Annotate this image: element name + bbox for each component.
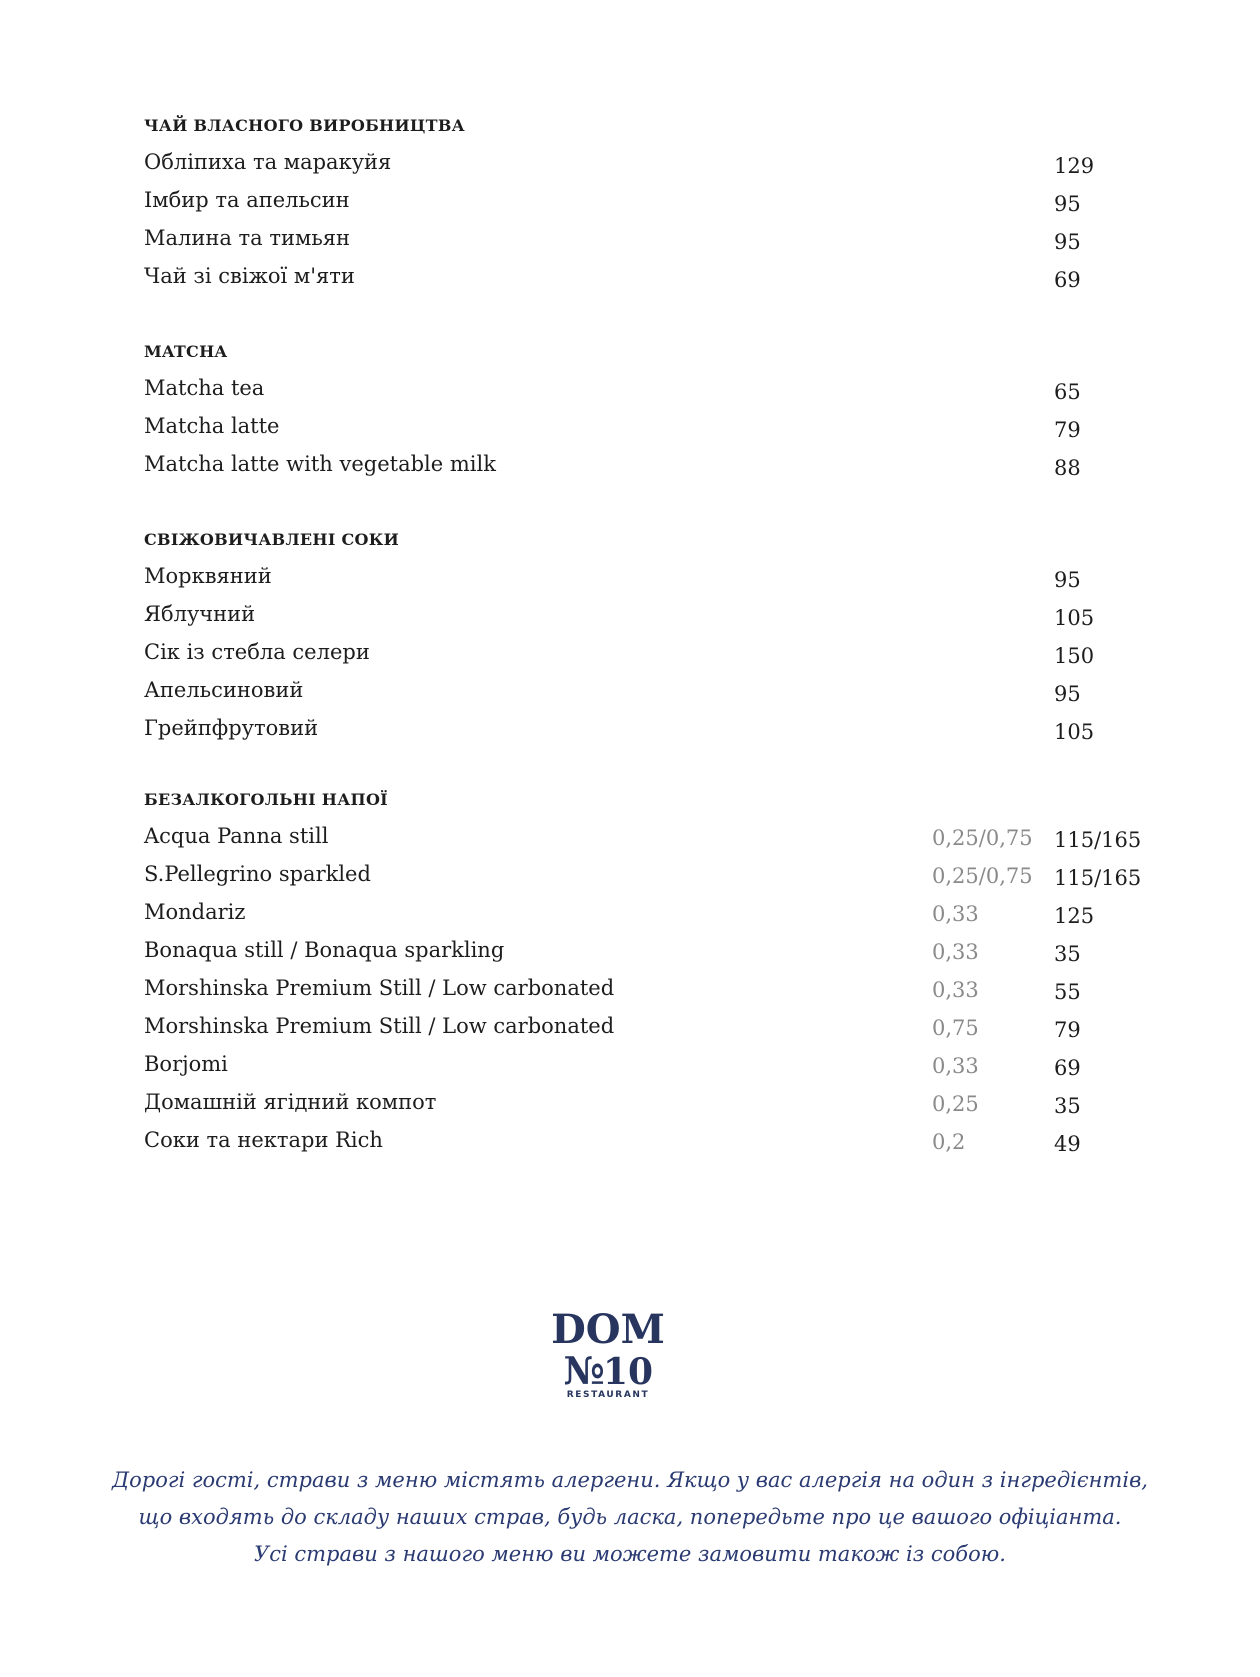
item-name: Апельсиновий xyxy=(144,678,304,702)
item-name: Matcha latte with vegetable milk xyxy=(144,452,496,476)
logo-number: 10 xyxy=(602,1351,654,1393)
item-price: 95 xyxy=(1054,230,1081,254)
item-name: Matcha latte xyxy=(144,414,280,438)
section-title: MATCHA xyxy=(144,342,228,361)
item-price: 69 xyxy=(1054,1056,1081,1080)
item-volume: 0,2 xyxy=(932,1130,966,1154)
menu-item xyxy=(144,675,1144,713)
notice-line: Дорогі гості, страви з меню містять алергени. Якщо у вас алергія на один з інгредієнтів, xyxy=(112,1468,1148,1492)
item-volume: 0,25 xyxy=(932,1092,979,1116)
item-price: 88 xyxy=(1054,456,1081,480)
section-soft-drinks xyxy=(144,787,1144,1163)
menu-item xyxy=(144,713,1144,751)
item-name: Чай зі свіжої м'яти xyxy=(144,264,355,288)
item-volume: 0,33 xyxy=(932,978,979,1002)
menu-item xyxy=(144,599,1144,637)
item-volume: 0,25/0,75 xyxy=(932,864,1033,888)
menu-item xyxy=(144,1011,1144,1049)
menu-item xyxy=(144,449,1144,487)
logo-sub-text: RESTAURANT xyxy=(566,1390,650,1400)
logo-mark xyxy=(551,1303,665,1400)
item-price: 125 xyxy=(1054,904,1095,928)
item-name: S.Pellegrino sparkled xyxy=(144,862,371,886)
menu-item xyxy=(144,973,1144,1011)
item-price: 105 xyxy=(1054,720,1095,744)
item-volume: 0,25/0,75 xyxy=(932,826,1033,850)
item-volume: 0,33 xyxy=(932,940,979,964)
item-name: Borjomi xyxy=(144,1052,228,1076)
menu-item xyxy=(144,261,1144,299)
item-name: Морквяний xyxy=(144,564,272,588)
item-name: Bonaqua still / Bonaqua sparkling xyxy=(144,938,505,962)
item-name: Сік із стебла селери xyxy=(144,640,370,664)
section-title: СВІЖОВИЧАВЛЕНІ СОКИ xyxy=(144,530,400,549)
item-name: Імбир та апельсин xyxy=(144,188,350,212)
item-volume: 0,33 xyxy=(932,1054,979,1078)
item-price: 65 xyxy=(1054,380,1081,404)
item-price: 35 xyxy=(1054,942,1081,966)
menu-item xyxy=(144,1125,1144,1163)
section-matcha xyxy=(144,339,1144,487)
item-name: Домашній ягідний компот xyxy=(144,1090,437,1114)
item-volume: 0,75 xyxy=(932,1016,979,1040)
item-name: Малина та тимьян xyxy=(144,226,350,250)
menu-item xyxy=(144,935,1144,973)
item-volume: 0,33 xyxy=(932,902,979,926)
item-name: Morshinska Premium Still / Low carbonated xyxy=(144,1014,615,1038)
item-name: Morshinska Premium Still / Low carbonated xyxy=(144,976,615,1000)
item-name: Обліпиха та маракуйя xyxy=(144,150,392,174)
logo-number-sign: № xyxy=(563,1348,605,1393)
item-price: 105 xyxy=(1054,606,1095,630)
item-price: 95 xyxy=(1054,682,1081,706)
item-name: Matcha tea xyxy=(144,376,265,400)
item-name: Яблучний xyxy=(144,602,256,626)
notice-line: Усі страви з нашого меню ви можете замовити також із собою. xyxy=(254,1542,1006,1566)
item-name: Соки та нектари Rich xyxy=(144,1128,383,1152)
restaurant-logo xyxy=(551,1303,665,1400)
item-name: Грейпфрутовий xyxy=(144,716,319,740)
section-juices xyxy=(144,527,1144,751)
menu-item xyxy=(144,223,1144,261)
menu-item xyxy=(144,1049,1144,1087)
item-name: Mondariz xyxy=(144,900,246,924)
menu-item xyxy=(144,561,1144,599)
logo-dom-text: DOM xyxy=(551,1306,665,1353)
item-price: 115/165 xyxy=(1054,828,1142,852)
section-title: ЧАЙ ВЛАСНОГО ВИРОБНИЦТВА xyxy=(144,116,466,135)
item-price: 95 xyxy=(1054,192,1081,216)
item-price: 79 xyxy=(1054,1018,1081,1042)
item-name: Acqua Panna still xyxy=(144,824,329,848)
item-price: 115/165 xyxy=(1054,866,1142,890)
item-price: 150 xyxy=(1054,644,1095,668)
menu-item xyxy=(144,185,1144,223)
item-price: 95 xyxy=(1054,568,1081,592)
menu-item xyxy=(144,859,1144,897)
item-price: 49 xyxy=(1054,1132,1081,1156)
section-title: БЕЗАЛКОГОЛЬНІ НАПОЇ xyxy=(144,790,388,809)
section-tea xyxy=(144,113,1144,299)
notice-line: що входять до складу наших страв, будь ласка, попередьте про це вашого офіціанта. xyxy=(138,1505,1122,1529)
menu-item xyxy=(144,411,1144,449)
menu-item xyxy=(144,1087,1144,1125)
menu-item xyxy=(144,821,1144,859)
item-price: 69 xyxy=(1054,268,1081,292)
item-price: 79 xyxy=(1054,418,1081,442)
menu-item xyxy=(144,897,1144,935)
menu-item xyxy=(144,373,1144,411)
item-price: 129 xyxy=(1054,154,1095,178)
item-price: 35 xyxy=(1054,1094,1081,1118)
menu-item xyxy=(144,147,1144,185)
allergen-notice xyxy=(0,1462,1260,1573)
item-price: 55 xyxy=(1054,980,1081,1004)
menu-item xyxy=(144,637,1144,675)
